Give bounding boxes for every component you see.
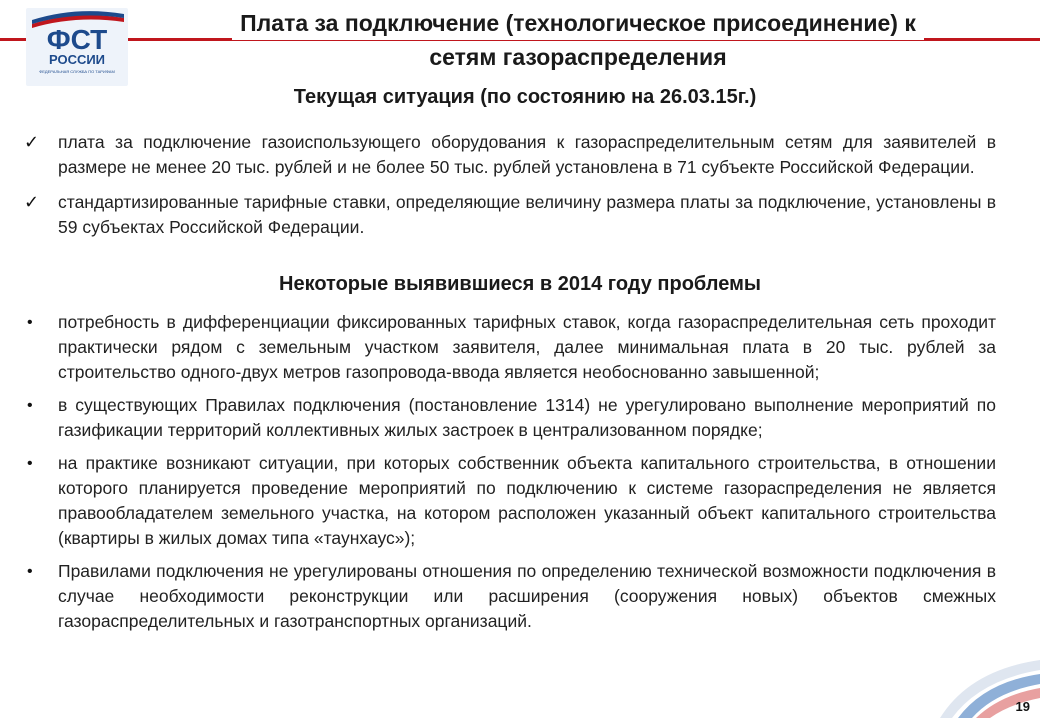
section-heading-current: Текущая ситуация (по состоянию на 26.03.15г.)	[293, 86, 757, 108]
bullet-icon: •	[27, 563, 33, 580]
list-item-text: на практике возникают ситуации, при которых собственник объекта капитального строительства, в отношении которого планируется проведение мероприятий по подключению к системе газораспределения не является правообладателем земельного участка, на котором расположен указанный объект капитального строительства (квартиры в жилых домах типа «таунхаус»);	[58, 453, 996, 548]
logo-subtitle: ФЕДЕРАЛЬНАЯ СЛУЖБА ПО ТАРИФАМ	[39, 69, 115, 74]
bullet-icon: •	[27, 314, 33, 331]
list-item-text: плата за подключение газоиспользующего оборудования к газораспределительным сетям для заявителей в размере не менее 20 тыс. рублей и не более 50 тыс. рублей установлена в 71 субъекте Российской Федерации.	[58, 132, 996, 177]
logo-abbr: ФСТ	[46, 24, 108, 55]
bullet-icon: •	[27, 397, 33, 414]
list-item	[24, 190, 996, 240]
list-item	[24, 559, 996, 634]
section-heading-problems: Некоторые выявившиеся в 2014 году проблемы	[279, 273, 761, 295]
bullet-icon: •	[27, 455, 33, 472]
page-number: 19	[1015, 699, 1030, 714]
list-item-text: Правилами подключения не урегулированы отношения по определению технической возможности подключения в случае необходимости реконструкции или расширения (сооружения новых) объектов смежных газораспределительных и газотранспортных организаций.	[58, 561, 996, 631]
title-line-1: Плата за подключение (технологическое присоединение) к	[232, 6, 924, 40]
problems-list	[24, 310, 996, 642]
list-item	[24, 451, 996, 551]
list-item	[24, 130, 996, 180]
fst-logo	[26, 8, 128, 86]
list-item-text: потребность в дифференциации фиксированных тарифных ставок, когда газораспределительная сеть проходит практически рядом с земельным участком заявителя, далее минимальная плата в 20 тыс. рублей за строительство одного-двух метров газопровода-ввода является необоснованно завышенной;	[58, 312, 996, 382]
logo-country: РОССИИ	[48, 52, 106, 67]
title-line-2: сетям газораспределения	[429, 44, 727, 70]
checkmark-icon: ✓	[24, 192, 40, 212]
page-title	[138, 6, 1018, 74]
list-item-text: в существующих Правилах подключения (постановление 1314) не урегулировано выполнение мероприятий по газификации территорий коллективных жилых застроек в централизованном порядке;	[58, 395, 996, 440]
checkmark-icon: ✓	[24, 132, 40, 152]
current-situation-list	[24, 130, 996, 250]
list-item	[24, 310, 996, 385]
list-item-text: стандартизированные тарифные ставки, определяющие величину размера платы за подключение, установлены в 59 субъектах Российской Федерации.	[58, 192, 996, 237]
list-item	[24, 393, 996, 443]
